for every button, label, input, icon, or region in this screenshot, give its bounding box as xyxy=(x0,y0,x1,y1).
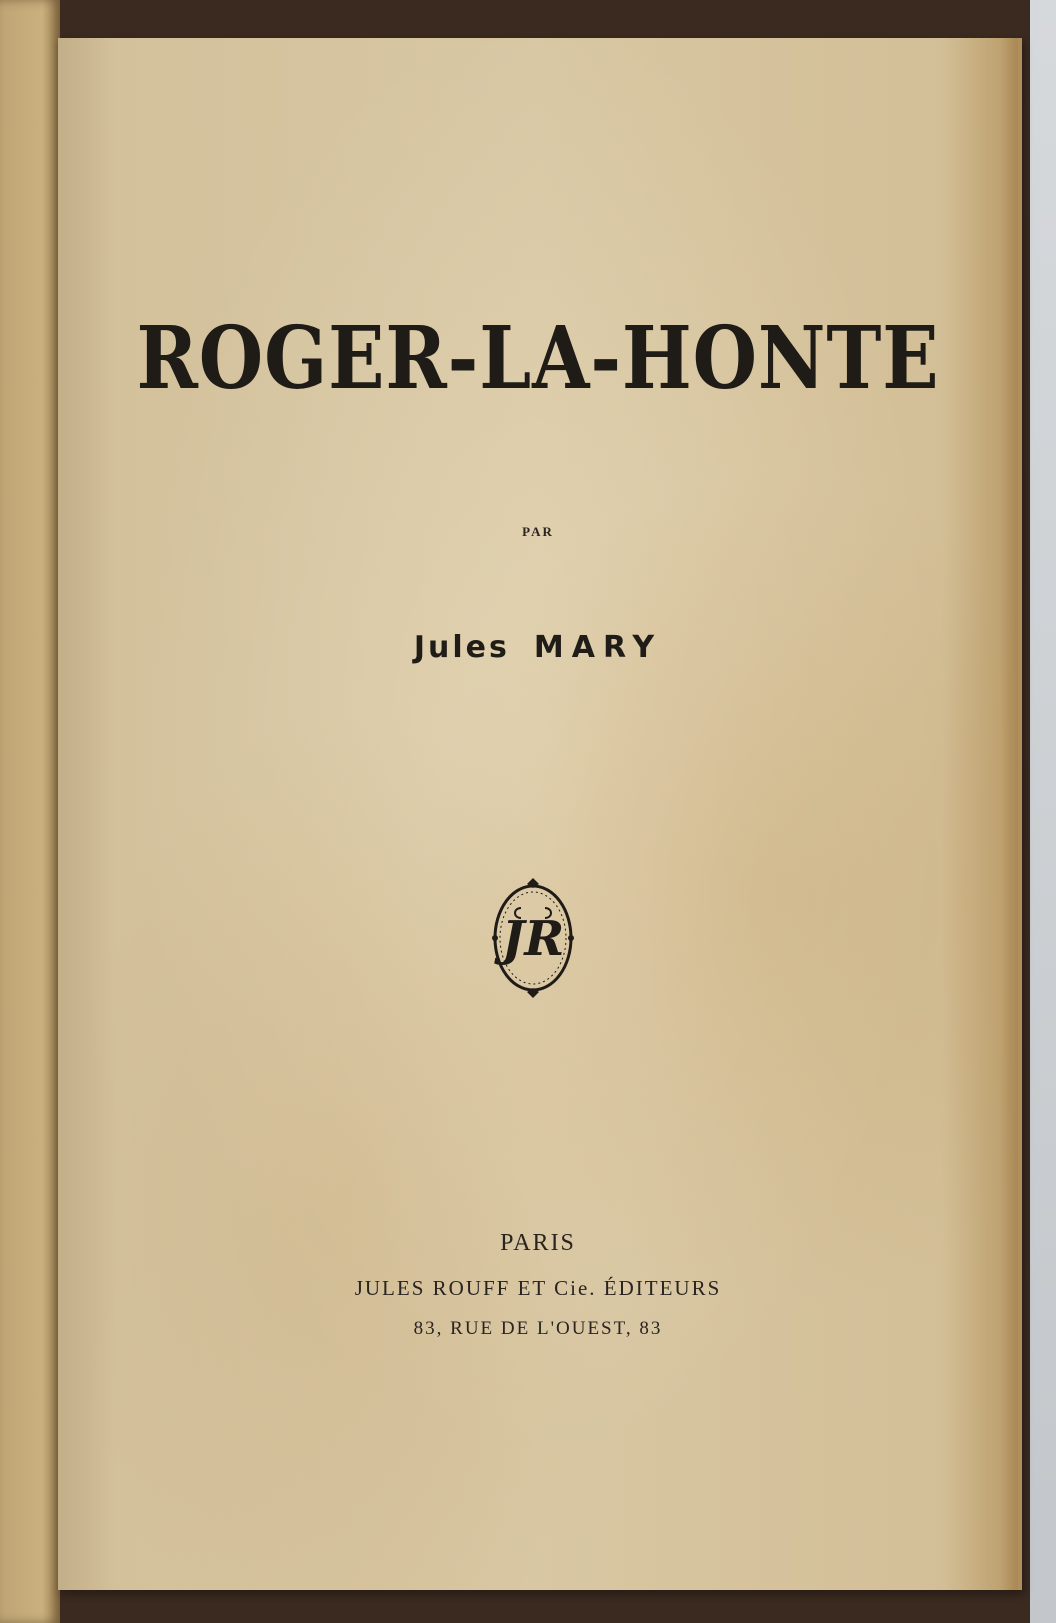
emblem-monogram-text: JR xyxy=(501,911,565,967)
book-title: ROGER-LA-HONTE xyxy=(136,308,940,409)
publisher-city: PARIS xyxy=(500,1230,576,1256)
title-page xyxy=(58,38,1022,1590)
emblem-letters xyxy=(494,911,565,967)
publisher-monogram-icon xyxy=(483,873,583,1003)
left-page-edge xyxy=(0,0,60,1623)
author-name xyxy=(58,630,1018,665)
publisher-name: JULES ROUFF ET Cie. ÉDITEURS xyxy=(354,1276,722,1300)
author-first-name: Jules xyxy=(413,630,510,665)
by-label: PAR xyxy=(522,524,554,539)
author-last-name: MARY xyxy=(533,630,663,665)
publisher-address: 83, RUE DE L'OUEST, 83 xyxy=(413,1318,663,1339)
page-edge-shadow xyxy=(1000,38,1018,1590)
